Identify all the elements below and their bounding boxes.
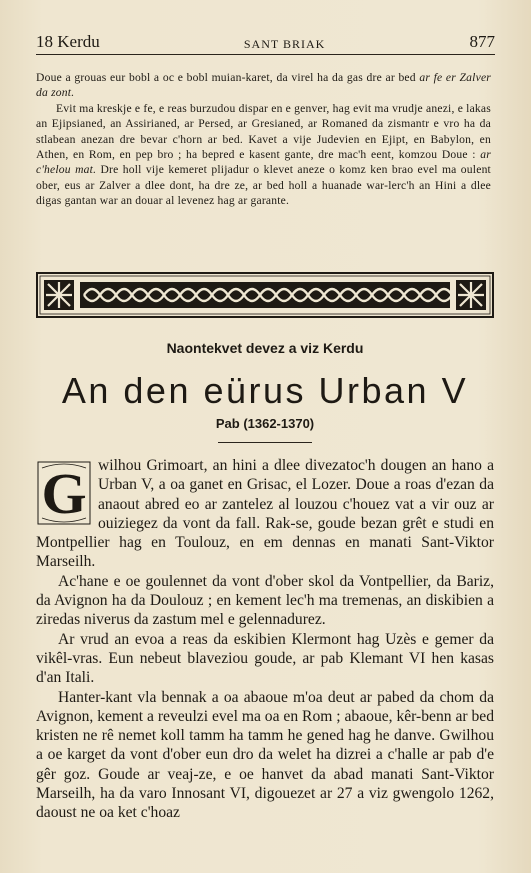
celtic-knot-ornament [36, 272, 494, 318]
svg-text:G: G [41, 461, 87, 526]
header-rule [36, 54, 495, 55]
previous-article-text [36, 70, 491, 209]
running-header [36, 30, 495, 52]
article-body [36, 456, 494, 823]
body-paragraph-3: Ar vrud an evoa a reas da eskibien Klermont hag Uzès e gemer da vikêl-vras. Eun nebeut blaveziou goude, ar pab Klemant VI hen kasas d'an Itali. [36, 630, 494, 687]
header-saint: SANT BRIAK [243, 37, 326, 51]
intro-paragraph-1: Doue a grouas eur bobl a oc e bobl muian-karet, da virel ha da gas dre ar bed ar fe er Zalver da zont. [36, 71, 491, 100]
intro-paragraph-2: Evit ma kreskje e fe, e reas burzudou dispar en e genver, hag evit ma vrudje anezi, e lakas an Ejipsianed, an Assirianed, ar Persed, ar Gresianed, ar Romaned da zismantr e vro ha da stlabean anezan dre bevar c'horn ar bed. Kavet a vije Judevien en Ejipt, en Babylon, en Athen, en Rom, en pep bro ; ha bepred e kasent gante, dre mac'h eent, komzou Doue : ar c'helou mat. Dre holl vije kemeret plijadur o klevet aneze o komz ken brao evel ma oulent ober, eus ar Zalver a dlee dont, ha dre ze, ar bed holl a huanade war-lerc'h an Hini a dlee digas gantan war an douar al levenez hag ar garante. [36, 101, 491, 208]
page-number: 877 [469, 32, 495, 51]
body-paragraph-4: Hanter-kant vla bennak a oa abaoue m'oa deut ar pabed da chom da Avignon, kement a reveulzi evel ma oa en Rom ; abaoue, kêr-benn ar bed kristen ne rê nemet koll tamm ha tamm he gened hag he danve. Gwilhou a oe karget da vont d'ober eun dro da welet ha dizrei a c'halle ar pab d'e gêr goz. Goude ar veaj-ze, e oe hanvet da abad manati Sant-Viktor Marseilh, ha da varo Innosant VI, digouezet ar 27 a viz gwengolo 1262, daoust ne oa ket c'hoaz [36, 688, 494, 822]
body-paragraph-2: Ac'hane e oe goulennet da vont d'ober skol da Vontpellier, da Bariz, da Avignon ha da Doulouz ; en kement lec'h ma tremenas, an diskibien a ziredas niverus da zastum mel e gelennadurez. [36, 572, 494, 629]
article-subtitle: Pab (1362-1370) [215, 416, 315, 431]
article-title: An den eürus Urban V [61, 370, 469, 411]
body-paragraph-1: G wilhou Grimoart, an hini a dlee divezatoc'h dougen an hano a Urban V, a oa ganet en Grisac, el Lozer. Doue a roas d'ezan da anaout abred eo ar zantelez al louzou c'houez vat a vir ouz ar ouiziegez da vont da fall. Rak-se, goude bezan grêt e studi en Montpellier hag en Toulouz, en em dennas en manati Sant-Viktor Marseilh. [36, 457, 494, 571]
section-heading: Naontekvet devez a viz Kerdu [166, 340, 364, 356]
header-month: 18 Kerdu [36, 32, 100, 51]
drop-cap [36, 460, 92, 526]
subtitle-rule [218, 442, 312, 443]
